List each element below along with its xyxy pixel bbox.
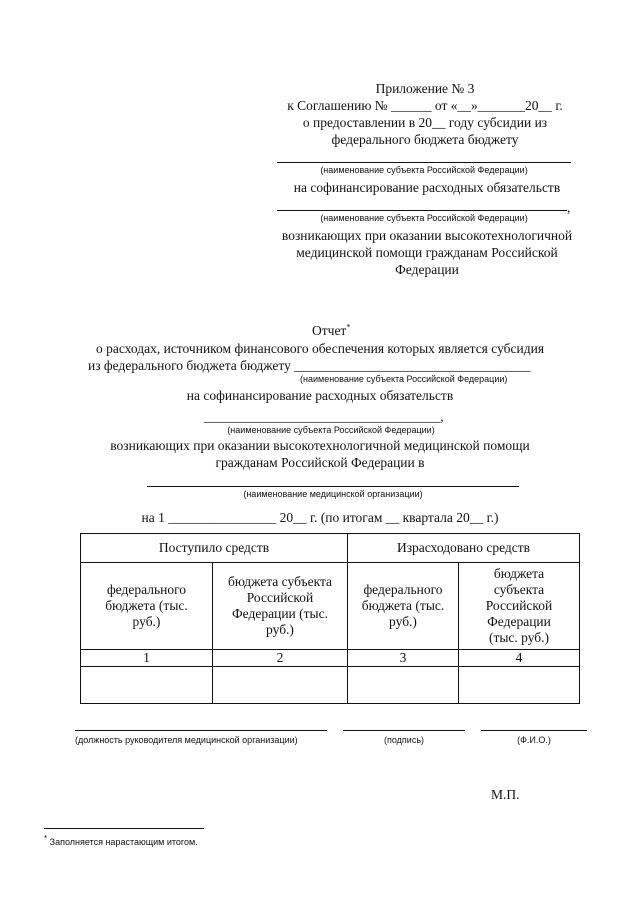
table-cell[interactable] <box>348 667 459 704</box>
table-cell[interactable] <box>459 667 580 704</box>
column-header-spent-regional: бюджета субъекта Российской Федерации (тыс. руб.) <box>459 563 580 650</box>
htmc-line-3: Федерации <box>395 262 459 277</box>
report-caption-2: (наименование субъекта Российской Федерации) <box>227 425 435 435</box>
report-htmc-line: возникающих при оказании высокотехнологичной медицинской помощи <box>110 438 530 453</box>
table-column-header-row <box>81 563 580 650</box>
table-number-row <box>81 650 580 667</box>
position-blank <box>75 730 327 731</box>
footnote: * Заполняется нарастающим итогом. <box>44 834 198 847</box>
htmc-line-1: возникающих при оказании высокотехнологичной <box>281 228 573 243</box>
column-number: 4 <box>459 650 580 667</box>
full-name-blank <box>481 730 587 731</box>
stamp-place: М.П. <box>491 787 520 802</box>
cofinancing-line: на софинансирование расходных обязательств <box>293 180 561 195</box>
medical-org-blank <box>147 486 519 487</box>
subsidy-year-line: о предоставлении в 20__ году субсидии из <box>302 115 548 130</box>
position-caption: (должность руководителя медицинской организации) <box>75 735 298 745</box>
column-header-received-regional: бюджета субъекта Российской Федерации (тыс. руб.) <box>213 563 348 650</box>
full-name-caption: (Ф.И.О.) <box>517 735 551 745</box>
blank-comma: , <box>567 200 571 215</box>
report-citizens-line: гражданам Российской Федерации в <box>215 455 425 470</box>
report-table <box>80 533 580 704</box>
report-budget-line: из федерального бюджета бюджету ___________________________________ <box>88 358 531 373</box>
footnote-text: Заполняется нарастающим итогом. <box>49 837 198 847</box>
table-group-header-row <box>81 534 580 563</box>
table-cell[interactable] <box>213 667 348 704</box>
report-blank-line: ___________________________________, <box>204 409 444 424</box>
subject-name-caption-1: (наименование субъекта Российской Федерации) <box>320 165 528 175</box>
federal-budget-line: федерального бюджета бюджету <box>331 132 519 147</box>
report-subject-line: о расходах, источником финансового обеспечения которых является субсидия <box>95 341 545 356</box>
column-number: 2 <box>213 650 348 667</box>
signature-blank <box>343 730 465 731</box>
table-data-row <box>81 667 580 704</box>
report-caption-3: (наименование медицинской организации) <box>243 489 423 499</box>
column-header-received-federal: федерального бюджета (тыс. руб.) <box>81 563 213 650</box>
report-date-line: на 1 ________________ 20__ г. (по итогам __ квартала 20__ г.) <box>141 510 499 525</box>
footnote-separator <box>44 828 204 829</box>
subject-name-caption-2: (наименование субъекта Российской Федерации) <box>320 213 528 223</box>
footnote-marker: * <box>346 322 351 332</box>
signature-caption: (подпись) <box>383 735 425 745</box>
report-caption-1: (наименование субъекта Российской Федерации) <box>300 374 508 384</box>
column-number: 3 <box>348 650 459 667</box>
report-title: Отчет* <box>312 322 351 338</box>
htmc-line-2: медицинской помощи гражданам Российской <box>296 245 558 260</box>
appendix-number: Приложение № 3 <box>375 81 475 96</box>
report-cofinancing-line: на софинансирование расходных обязательств <box>186 388 454 403</box>
agreement-reference: к Соглашению № ______ от «__»_______20__ г. <box>287 98 563 113</box>
column-number: 1 <box>81 650 213 667</box>
column-header-spent-federal: федерального бюджета (тыс. руб.) <box>348 563 459 650</box>
subject-name-blank-2 <box>277 210 567 211</box>
table-cell[interactable] <box>81 667 213 704</box>
group-header-received: Поступило средств <box>81 534 348 563</box>
group-header-spent: Израсходовано средств <box>348 534 580 563</box>
subject-name-blank-1 <box>277 162 571 163</box>
